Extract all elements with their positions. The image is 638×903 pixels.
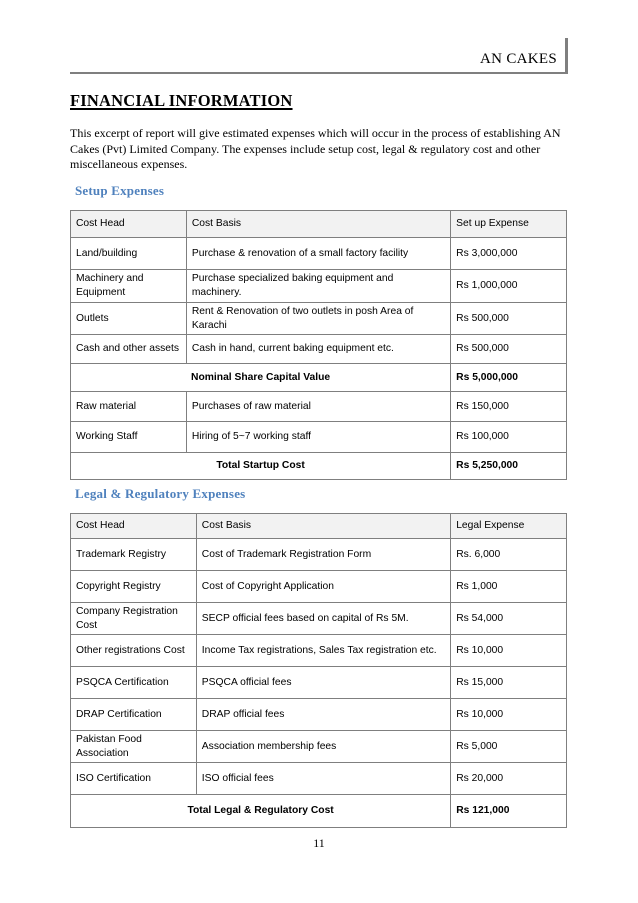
expense-cell: Rs 10,000 <box>451 635 567 667</box>
table-row <box>71 270 567 303</box>
setup-expenses-heading: Setup Expenses <box>75 183 165 198</box>
cost-basis-cell: Income Tax registrations, Sales Tax registration etc. <box>196 635 450 667</box>
column-header: Cost Head <box>71 211 187 238</box>
table-row <box>71 335 567 364</box>
table-row <box>71 699 567 731</box>
cost-head-cell: Land/building <box>71 238 187 270</box>
page-header <box>480 40 568 72</box>
cost-head-cell: Raw material <box>71 392 187 422</box>
cost-basis-cell: Purchase specialized baking equipment and machinery. <box>186 270 450 303</box>
expense-cell: Rs 150,000 <box>451 392 567 422</box>
table-header-row <box>71 514 567 539</box>
table-row <box>71 392 567 422</box>
total-row <box>71 453 567 480</box>
expense-cell: Rs 1,000 <box>451 571 567 603</box>
cost-head-cell: Cash and other assets <box>71 335 187 364</box>
expense-cell: Rs 3,000,000 <box>451 238 567 270</box>
cost-basis-cell: Cash in hand, current baking equipment etc. <box>186 335 450 364</box>
cost-head-cell: Machinery and Equipment <box>71 270 187 303</box>
nominal-share-capital-row <box>71 364 567 392</box>
table-row <box>71 731 567 763</box>
cost-head-cell: PSQCA Certification <box>71 667 197 699</box>
table-row <box>71 763 567 795</box>
legal-expenses-heading: Legal & Regulatory Expenses <box>75 486 246 501</box>
expense-cell: Rs 500,000 <box>451 303 567 335</box>
table-row <box>71 603 567 635</box>
cost-head-cell: Company Registration Cost <box>71 603 197 635</box>
cost-basis-cell: Rent & Renovation of two outlets in posh Area of Karachi <box>186 303 450 335</box>
cost-basis-cell: Association membership fees <box>196 731 450 763</box>
expense-cell: Rs 20,000 <box>451 763 567 795</box>
header-bar <box>565 38 568 72</box>
cost-basis-cell: SECP official fees based on capital of Rs 5M. <box>196 603 450 635</box>
expense-cell: Rs 15,000 <box>451 667 567 699</box>
page-title: FINANCIAL INFORMATION <box>70 91 293 110</box>
table-row <box>71 422 567 453</box>
table-row <box>71 238 567 270</box>
expense-cell: Rs 5,000 <box>451 731 567 763</box>
table-row <box>71 539 567 571</box>
table-row <box>71 667 567 699</box>
table-row <box>71 571 567 603</box>
legal-expenses-table <box>70 513 567 828</box>
expense-cell: Rs 500,000 <box>451 335 567 364</box>
cost-head-cell: ISO Certification <box>71 763 197 795</box>
column-header: Cost Head <box>71 514 197 539</box>
expense-cell: Rs 54,000 <box>451 603 567 635</box>
nominal-value: Rs 5,000,000 <box>451 364 567 392</box>
cost-basis-cell: Purchase & renovation of a small factory facility <box>186 238 450 270</box>
cost-head-cell: Working Staff <box>71 422 187 453</box>
total-label: Total Legal & Regulatory Cost <box>71 795 451 828</box>
intro-paragraph: This excerpt of report will give estimated expenses which will occur in the process of establishing AN Cakes (Pvt) Limited Company. The expenses include setup cost, legal & regulatory cost and other miscellaneous expenses. <box>70 126 561 171</box>
cost-basis-cell: DRAP official fees <box>196 699 450 731</box>
table-row <box>71 635 567 667</box>
header-title: AN CAKES <box>480 51 557 67</box>
column-header: Cost Basis <box>196 514 450 539</box>
cost-head-cell: Copyright Registry <box>71 571 197 603</box>
column-header: Set up Expense <box>451 211 567 238</box>
cost-head-cell: Trademark Registry <box>71 539 197 571</box>
expense-cell: Rs 1,000,000 <box>451 270 567 303</box>
cost-basis-cell: ISO official fees <box>196 763 450 795</box>
cost-basis-cell: Cost of Copyright Application <box>196 571 450 603</box>
table-header-row <box>71 211 567 238</box>
cost-basis-cell: PSQCA official fees <box>196 667 450 699</box>
cost-basis-cell: Cost of Trademark Registration Form <box>196 539 450 571</box>
column-header: Cost Basis <box>186 211 450 238</box>
total-value: Rs 5,250,000 <box>451 453 567 480</box>
cost-head-cell: Outlets <box>71 303 187 335</box>
nominal-label: Nominal Share Capital Value <box>71 364 451 392</box>
cost-head-cell: Other registrations Cost <box>71 635 197 667</box>
cost-head-cell: DRAP Certification <box>71 699 197 731</box>
cost-head-cell: Pakistan Food Association <box>71 731 197 763</box>
table-row <box>71 303 567 335</box>
setup-expenses-table <box>70 210 567 480</box>
cost-basis-cell: Purchases of raw material <box>186 392 450 422</box>
page-number: 11 <box>313 836 325 850</box>
total-label: Total Startup Cost <box>71 453 451 480</box>
expense-cell: Rs 10,000 <box>451 699 567 731</box>
header-rule <box>70 72 568 74</box>
column-header: Legal Expense <box>451 514 567 539</box>
expense-cell: Rs 100,000 <box>451 422 567 453</box>
cost-basis-cell: Hiring of 5~7 working staff <box>186 422 450 453</box>
expense-cell: Rs. 6,000 <box>451 539 567 571</box>
total-value: Rs 121,000 <box>451 795 567 828</box>
total-row <box>71 795 567 828</box>
